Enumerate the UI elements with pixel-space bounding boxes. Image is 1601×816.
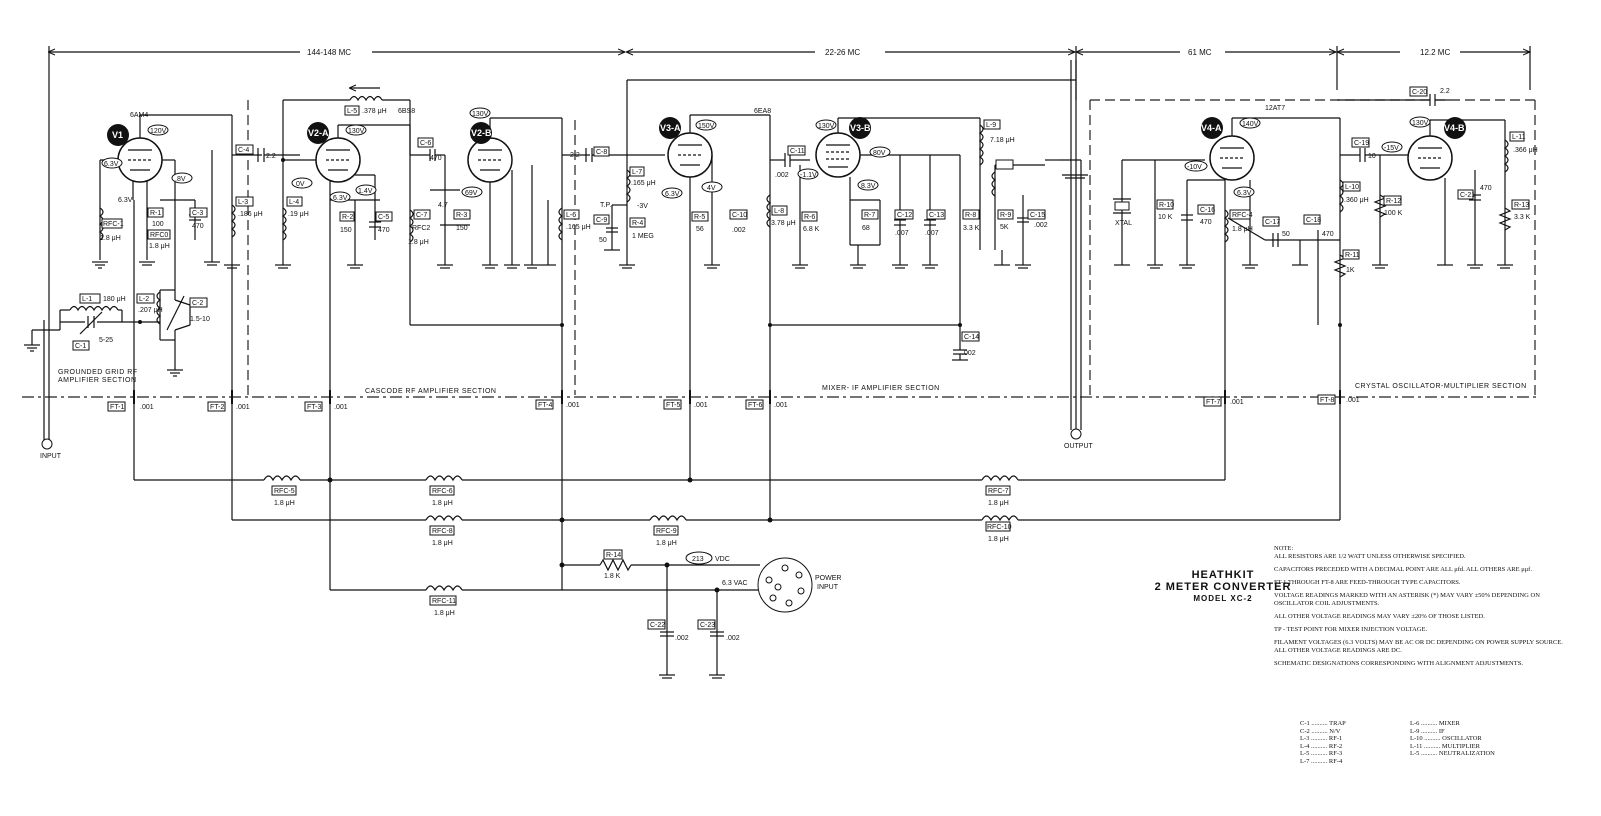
l4-tag: L-4	[289, 199, 300, 206]
l3-tag: L-3	[238, 199, 249, 206]
rfc9-value: 1.8 μH	[656, 540, 677, 547]
l1-value: 180 μH	[103, 296, 126, 303]
r10-tag: R-10	[1159, 202, 1175, 209]
band-label-144: 144-148 MC	[307, 48, 352, 57]
note-8: SCHEMATIC DESIGNATIONS CORRESPONDING WITH ALIGNMENT ADJUSTMENTS.	[1274, 660, 1523, 667]
legend-item: L-9 .......... IF	[1410, 727, 1445, 735]
ft7-value: .001	[1230, 399, 1244, 406]
c23-tag: C-23	[700, 622, 716, 629]
c4-value: 2.2	[266, 153, 276, 160]
c1-value: 5-25	[99, 337, 114, 344]
section-label-oscillator: CRYSTAL OSCILLATOR-MULTIPLIER SECTION	[1355, 383, 1527, 390]
r11-tag: R-11	[1345, 252, 1360, 259]
c12-value: .007	[895, 230, 909, 237]
section-label-cascode: CASCODE RF AMPLIFIER SECTION	[365, 388, 497, 395]
rfc6-value: 1.8 μH	[432, 500, 453, 507]
v2a-grid-v: 1.4V	[358, 188, 373, 195]
l5-tag: L-5	[347, 108, 358, 115]
r14-tag: R-14	[606, 552, 622, 559]
c14-cap	[770, 323, 979, 360]
power-network	[470, 550, 812, 678]
rfc0-value: 1.8 μH	[149, 243, 170, 250]
bus-chokes	[264, 474, 1018, 605]
ft3-tag: FT-3	[307, 404, 322, 411]
r7-tag: R-7	[864, 212, 876, 219]
section-label-gg-2: AMPLIFIER SECTION	[58, 377, 137, 384]
c20-cap	[1337, 87, 1450, 106]
r3-value: 150	[456, 225, 468, 232]
r6-value: 6.8 K	[803, 226, 820, 233]
c12-tag: C-12	[897, 212, 913, 219]
rfc2-value: 1.8 μH	[408, 239, 429, 246]
v3a-tag: V3-A	[660, 123, 681, 133]
v3b-tube	[816, 118, 980, 340]
ft6-tag: FT-6	[748, 402, 763, 409]
l6-tag: L-6	[566, 212, 577, 219]
r5-value: 56	[696, 226, 704, 233]
ft6-value: .001	[774, 402, 788, 409]
v2-type: 6BS8	[398, 108, 416, 115]
notes-block	[1274, 545, 1574, 673]
c18-value: 470	[1322, 231, 1334, 238]
c19-tag: C-19	[1354, 140, 1370, 147]
r14-value: 1.8 K	[604, 573, 621, 580]
r12-value: 100 K	[1384, 210, 1403, 217]
c22-tag: C-22	[650, 622, 666, 629]
v3a-plate-v: 150V	[698, 123, 715, 130]
r13-tag: R-13	[1514, 202, 1530, 209]
r4-value: 1 MEG	[632, 233, 654, 240]
v1-plate-v: 120V	[150, 128, 167, 135]
ft7-tag: FT-7	[1206, 399, 1221, 406]
c8-value: 2.2	[570, 152, 580, 159]
v4b-tag: V4-B	[1444, 123, 1465, 133]
c2-value: 1.5-10	[190, 316, 210, 323]
legend-item: L-11 .......... MULTIPLIER	[1410, 742, 1480, 750]
ft8-tag: FT-8	[1320, 397, 1335, 404]
v4a-cat-v: 6.3V	[1237, 190, 1252, 197]
rfc7-tag: RFC-7	[988, 488, 1009, 495]
c10-tag: C-10	[732, 212, 748, 219]
c8-tag: C-8	[596, 149, 608, 156]
r11-value: 1K	[1346, 267, 1355, 274]
c21-tag: C-21	[1460, 192, 1476, 199]
feedthrough-row	[108, 390, 1340, 411]
c18-tag: C-18	[1306, 217, 1322, 224]
rfc4-tag: RFC-4	[1232, 212, 1253, 219]
v2a-plate-v: 130V	[348, 128, 365, 135]
c11-value: .002	[775, 172, 789, 179]
note-7: FILAMENT VOLTAGES (6.3 VOLTS) MAY BE AC OR DC DEPENDING ON POWER SUPPLY SOURCE. ALL OTHER VOLTAGE READINGS ARE DC.	[1274, 639, 1563, 654]
c7-tag: C-7	[416, 212, 428, 219]
c4-tag: C-4	[238, 147, 250, 154]
rfc5-value: 1.8 μH	[274, 500, 295, 507]
rfc1-tag: RFC-1	[103, 221, 124, 228]
tp-label: T.P.	[600, 202, 612, 209]
legend-item: L-10 .......... OSCILLATOR	[1410, 735, 1482, 742]
mixer-input	[540, 147, 665, 590]
r8-tag: R-8	[965, 212, 977, 219]
c13-tag: C-13	[929, 212, 945, 219]
supply-bus	[134, 200, 1340, 593]
r8-value: 3.3 K	[963, 225, 980, 232]
v4a-tag: V4-A	[1201, 123, 1222, 133]
l9-value: 7.18 μH	[990, 137, 1015, 144]
rfc7-value: 1.8 μH	[988, 500, 1009, 507]
title-line-2: 2 METER CONVERTER	[1154, 581, 1292, 593]
c5-tag: C-5	[378, 214, 390, 221]
ft5-tag: FT-5	[666, 402, 681, 409]
c16-tag: C-16	[1200, 207, 1216, 214]
v3a-tube	[668, 115, 770, 480]
title-line-1: HEATHKIT	[1191, 569, 1255, 581]
c1-tag: C-1	[75, 343, 87, 350]
ft2-value: .001	[236, 404, 250, 411]
v4b-plate-v: 130V	[1412, 120, 1429, 127]
c15-tag: C-15	[1030, 212, 1046, 219]
l1-tag: L-1	[82, 296, 93, 303]
v1-grid-v: 6.3V	[118, 197, 133, 204]
rfc11-value: 1.8 μH	[434, 610, 455, 617]
c5-value: 470	[378, 227, 390, 234]
r3-tag: R-3	[456, 212, 468, 219]
input-label: INPUT	[40, 453, 61, 460]
c13-value: .007	[925, 230, 939, 237]
v2a-tag: V2-A	[308, 128, 329, 138]
frequency-dimension-lines	[49, 46, 1530, 320]
c9-tag: C-9	[596, 217, 608, 224]
v2a-heater-v: 0V	[296, 181, 305, 188]
section-label-gg-1: GROUNDED GRID RF	[58, 369, 138, 376]
l8-value: 3.78 μH	[771, 220, 796, 227]
note-2: CAPACITORS PRECEDED WITH A DECIMAL POINT ARE ALL μfd. ALL OTHERS ARE μμf.	[1274, 566, 1532, 573]
v1-tag: V1	[112, 130, 124, 140]
xtal-tag: XTAL	[1115, 220, 1132, 227]
cathode-tank	[137, 280, 207, 376]
rfc1-value: 1.8 μH	[100, 235, 121, 242]
if-coupling	[767, 115, 817, 400]
rfc10-tag: RFC-10	[987, 524, 1012, 531]
c21-value: 470	[1480, 185, 1492, 192]
l4-value: .19 μH	[288, 211, 309, 218]
alignment-legend	[1300, 720, 1560, 765]
ft4-value: .001	[566, 402, 580, 409]
band-label-22: 22-26 MC	[825, 48, 861, 57]
l5-value: .378 μH	[362, 108, 387, 115]
l8-tag: L-8	[774, 208, 785, 215]
c16-value: 470	[1200, 219, 1212, 226]
l9-tag: L-9	[986, 122, 997, 129]
ft2-tag: FT-2	[210, 404, 225, 411]
c7-value: 4.7	[438, 202, 448, 209]
v4a-grid-v: -10V	[1187, 164, 1202, 171]
l10-tag: L-10	[1345, 184, 1360, 191]
c6-value: 470	[430, 155, 442, 162]
l2-value: .207 μH	[138, 307, 163, 314]
v3a-cat-v: 6.3V	[665, 191, 680, 198]
r5-tag: R-5	[694, 214, 706, 221]
c23-value: .002	[726, 635, 740, 642]
c14-tag: C-14	[964, 334, 980, 341]
ft1-value: .001	[140, 404, 154, 411]
c14-value: .002	[962, 350, 976, 357]
c20-value: 2.2	[1440, 88, 1450, 95]
c11-tag: C-11	[790, 148, 805, 155]
ft4-tag: FT-4	[538, 402, 553, 409]
c22-value: .002	[675, 635, 689, 642]
v3b-tag: V3-B	[850, 123, 871, 133]
rfc4-value: 1.8 μH	[1232, 226, 1253, 233]
ft1-tag: FT-1	[110, 404, 125, 411]
l11-value: .366 μH	[1513, 147, 1538, 154]
v1-type: 6AM4	[130, 112, 149, 119]
ft3-value: .001	[334, 404, 348, 411]
legend-item: L-7 .......... RF-4	[1300, 757, 1343, 765]
legend-item: L-3 .......... RF-1	[1300, 735, 1343, 742]
r9-value: 5K	[1000, 224, 1009, 231]
c20-tag: C-20	[1412, 89, 1428, 96]
power-input-1: POWER	[815, 575, 842, 582]
rfc0-tag: RFC0	[150, 232, 169, 239]
r9-tag: R-9	[1000, 212, 1012, 219]
v4b-grid-v: -15V	[1384, 145, 1399, 152]
r6-tag: R-6	[804, 214, 816, 221]
ft8-value: .001	[1346, 397, 1360, 404]
r2-tag: R-2	[342, 214, 354, 221]
title-line-3: MODEL XC-2	[1193, 594, 1253, 603]
v3-type: 6EA8	[754, 108, 772, 115]
l3-value: .186 μH	[238, 211, 263, 218]
output-jack	[1060, 60, 1088, 439]
note-6: TP - TEST POINT FOR MIXER INJECTION VOLTAGE.	[1274, 626, 1428, 633]
section-label-mixer: MIXER- IF AMPLIFIER SECTION	[822, 385, 940, 392]
l7-value: .165 μH	[631, 180, 656, 187]
rfc11-tag: RFC-11	[432, 598, 456, 605]
c3-value: 470	[192, 223, 204, 230]
v4a-plate-v: 140V	[1242, 121, 1259, 128]
output-label: OUTPUT	[1064, 443, 1093, 450]
r4-tag: R-4	[632, 220, 644, 227]
c9-value: 50	[599, 237, 607, 244]
l7-tag: L-7	[632, 169, 643, 176]
ft5-value: .001	[694, 402, 708, 409]
legend-item: C-1 .......... TRAP	[1300, 720, 1346, 727]
rfc8-value: 1.8 μH	[432, 540, 453, 547]
c3-tag: C-3	[192, 210, 204, 217]
legend-item	[1410, 758, 1550, 766]
input-jack	[24, 320, 60, 449]
band-label-12: 12.2 MC	[1420, 48, 1451, 57]
power-input-2: INPUT	[817, 584, 838, 591]
legend-item: C-2 .......... N/V	[1300, 727, 1341, 735]
v4-type: 12AT7	[1265, 105, 1286, 112]
legend-item: L-5 .......... NEUTRALIZATION	[1410, 750, 1495, 757]
l7-tp-v: -3V	[637, 203, 648, 210]
c6-tag: C-6	[420, 140, 432, 147]
rfc5-tag: RFC-5	[274, 488, 295, 495]
v3b-plate-v: 130V	[818, 123, 835, 130]
rfc9-tag: RFC-9	[656, 528, 677, 535]
v2b-plate-v: 130V	[472, 111, 489, 118]
v1-heater-v: 6.3V	[104, 161, 119, 168]
v2b-tag: V2-B	[471, 128, 492, 138]
c10-value: .002	[732, 227, 746, 234]
r12-tag: R-12	[1386, 198, 1402, 205]
r13-value: 3.3 K	[1514, 214, 1531, 221]
note-4: VOLTAGE READINGS MARKED WITH AN ASTERISK (*) MAY VARY ±50% DEPENDING ON OSCILLATOR COIL ADJUSTMENTS.	[1274, 592, 1540, 607]
rfc2-tag: RFC2	[412, 225, 431, 232]
l6-value: .165 μH	[566, 224, 591, 231]
c17-value: 50	[1282, 231, 1290, 238]
rfc10-value: 1.8 μH	[988, 536, 1009, 543]
vdc-unit: VDC	[715, 556, 730, 563]
legend-item: L-6 .......... MIXER	[1410, 720, 1460, 727]
r1-tag: R-1	[150, 210, 162, 217]
note-3: FT-1 THROUGH FT-8 ARE FEED-THROUGH TYPE CAPACITORS.	[1274, 579, 1461, 586]
c17-tag: C-17	[1265, 219, 1281, 226]
v2a-cat-v: 6.3V	[333, 195, 348, 202]
l10-value: .360 μH	[1344, 197, 1369, 204]
l10-network	[1335, 118, 1408, 400]
band-label-61: 61 MC	[1188, 48, 1212, 57]
legend-item: L-5 .......... RF-3	[1300, 750, 1343, 757]
vac-label: 6.3 VAC	[722, 580, 748, 587]
rfc6-tag: RFC-6	[432, 488, 453, 495]
l2-tag: L-2	[139, 296, 150, 303]
v3b-cat-v: 8.3V	[861, 183, 876, 190]
c2-tag: C-2	[192, 300, 204, 307]
note-1: ALL RESISTORS ARE 1/2 WATT UNLESS OTHERWISE SPECIFIED.	[1274, 553, 1466, 560]
v3b-g-v: -1.1V	[800, 172, 817, 179]
v3a-sg-v: 4V	[707, 185, 716, 192]
rfc8-tag: RFC-8	[432, 528, 453, 535]
note-heading: NOTE:	[1274, 545, 1294, 552]
v3b-sg-v: 80V	[873, 150, 886, 157]
note-5: ALL OTHER VOLTAGE READINGS MAY VARY ±20% OF THOSE LISTED.	[1274, 613, 1485, 620]
vdc-value: 213	[692, 556, 704, 563]
r1-value: 100	[152, 221, 164, 228]
l11-tag: L-11	[1512, 134, 1526, 141]
v4a-tube	[1210, 118, 1340, 480]
r10-value: 10 K	[1158, 214, 1173, 221]
c19-value: 10	[1368, 153, 1376, 160]
c15-value: .002	[1034, 222, 1048, 229]
r7-value: 68	[862, 225, 870, 232]
r2-value: 150	[340, 227, 352, 234]
v1-cat-v: .8V	[175, 176, 186, 183]
v2b-cat-v: 69V	[465, 190, 478, 197]
legend-item: L-4 .......... RF-2	[1300, 742, 1343, 750]
